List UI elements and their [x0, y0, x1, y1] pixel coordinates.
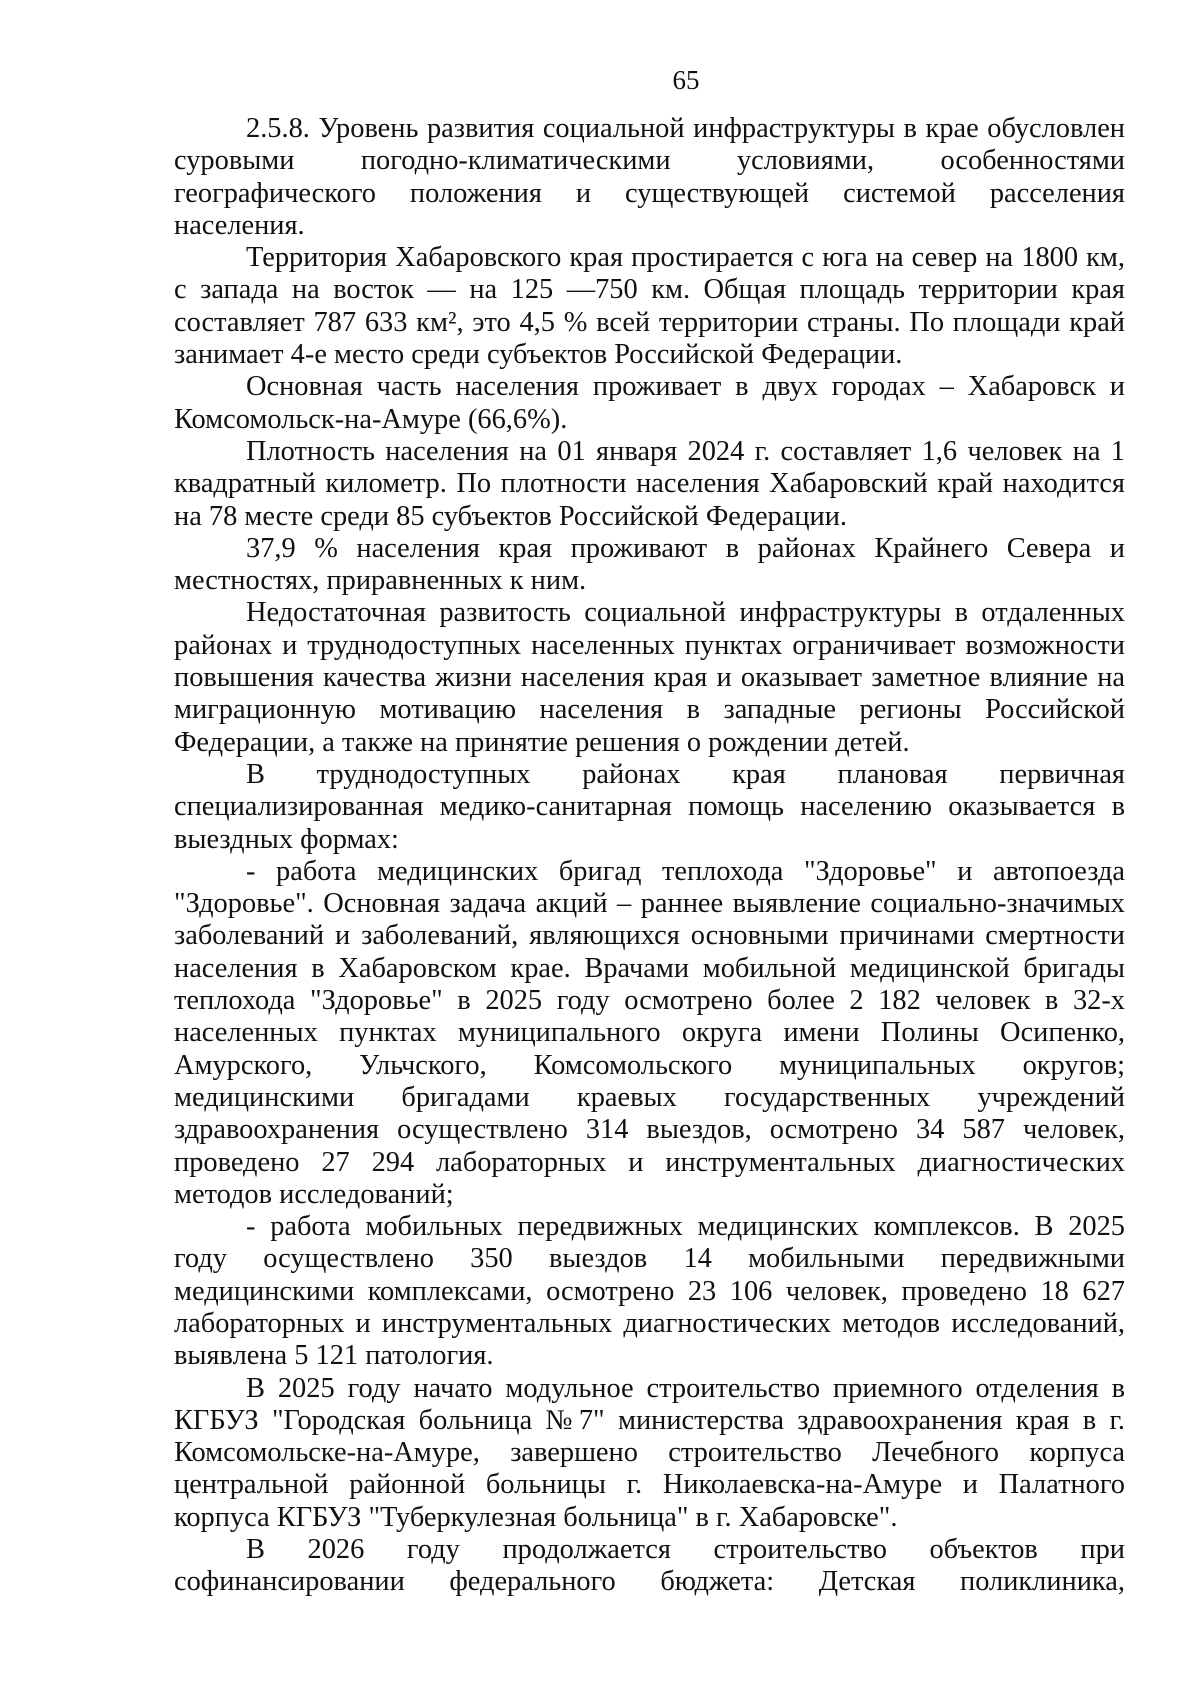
paragraph-far-north: 37,9 % населения края проживают в районах Крайнего Севера и местностях, приравненных к ним.: [174, 532, 1125, 597]
list-item-medical-ship-train: - работа медицинских бригад теплохода "Здоровье" и автопоезда "Здоровье". Основная задача акций – раннее выявление социально-значимых заболеваний и заболеваний, являющихся основными причинами смертности населения в Хабаровском крае. Врачами мобильной медицинской бригады теплохода "Здоровье" в 2025 году осмотрено более 2 182 человек в 32-х населенных пунктах муниципального округа имени Полины Осипенко, Амурского, Ульчского, Комсомольского муниципальных округов; медицинскими бригадами краевых государственных учреждений здравоохранения осуществлено 314 выездов, осмотрено 34 587 человек, проведено 27 294 лабораторных и инструментальных диагностических методов исследований;: [174, 855, 1125, 1210]
paragraph-construction-2026: В 2026 году продолжается строительство объектов при софинансировании федерального бюджета: Детская поликлиника,: [174, 1534, 1125, 1598]
paragraph-infrastructure-shortage: Недостаточная развитость социальной инфраструктуры в отдаленных районах и труднодоступных населенных пунктах ограничивает возможности повышения качества жизни населения края и оказывает заметное влияние на миграционную мотивацию населения в западные регионы Российской Федерации, а также на принятие решения о рождении детей.: [174, 597, 1125, 758]
list-item-mobile-complexes: - работа мобильных передвижных медицинских комплексов. В 2025 году осуществлено 350 выездов 14 мобильными передвижными медицинскими комплексами, осмотрено 23 106 человек, проведено 18 627 лабораторных и инструментальных диагностических методов исследований, выявлена 5 121 патология.: [174, 1211, 1125, 1372]
page-number: 65: [672, 65, 700, 95]
paragraph-social-infrastructure: 2.5.8. Уровень развития социальной инфраструктуры в крае обусловлен суровыми погодно-климатическими условиями, особенностями географического положения и существующей системой расселения населения.: [174, 113, 1125, 241]
paragraph-remote-medical-care: В труднодоступных районах края плановая первичная специализированная медико-санитарная помощь населению оказывается в выездных формах:: [174, 758, 1125, 855]
document-body: [174, 113, 1125, 1599]
paragraph-population-density: Плотность населения на 01 января 2024 г. составляет 1,6 человек на 1 квадратный километр. По плотности населения Хабаровский край находится на 78 месте среди 85 субъектов Российской Федерации.: [174, 435, 1125, 532]
paragraph-territory: Территория Хабаровского края простирается с юга на север на 1800 км, с запада на восток — на 125 —750 км. Общая площадь территории края составляет 787 633 км², это 4,5 % всей территории страны. По площади край занимает 4-е место среди субъектов Российской Федерации.: [174, 242, 1125, 371]
paragraph-population-cities: Основная часть населения проживает в двух городах – Хабаровск и Комсомольск-на-Амуре (66,6%).: [174, 371, 1125, 435]
paragraph-construction-2025: В 2025 году начато модульное строительство приемного отделения в КГБУЗ "Городская больница №7" министерства здравоохранения края в г. Комсомольске-на-Амуре, завершено строительство Лечебного корпуса центральной районной больницы г. Николаевска-на-Амуре и Палатного корпуса КГБУЗ "Туберкулезная больница" в г. Хабаровске".: [174, 1372, 1125, 1533]
